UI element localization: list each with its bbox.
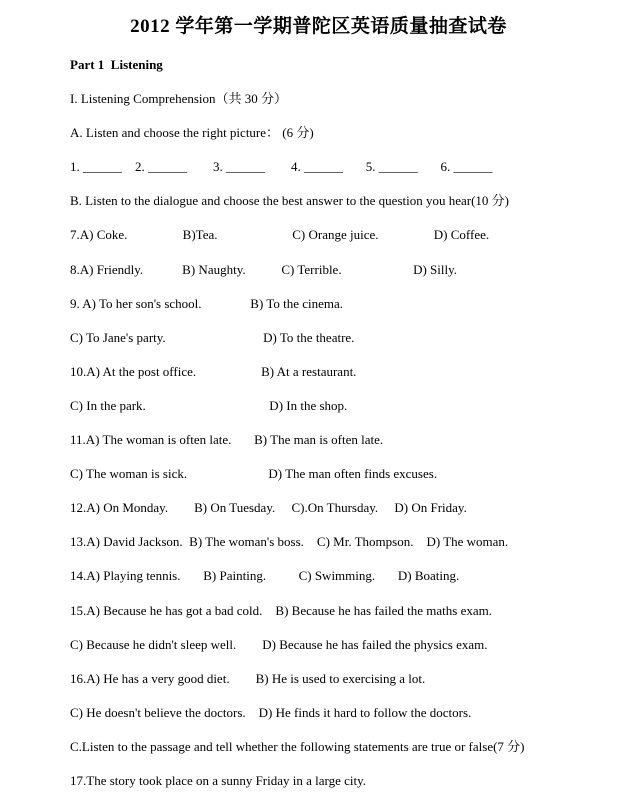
question-7: 7.A) Coke. B)Tea. C) Orange juice. D) Coffee. — [70, 227, 490, 243]
section-c-instruction: C.Listen to the passage and tell whether the following statements are true or false(7 分) — [70, 738, 525, 754]
section-a-instruction: A. Listen and choose the right picture： (6 分) — [70, 125, 314, 141]
question-10-options-ab: 10.A) At the post office. B) At a restaurant. — [70, 363, 357, 379]
part1-heading: Part 1 Listening — [70, 57, 163, 72]
question-16-options-cd: C) He doesn't believe the doctors. D) He finds it hard to follow the doctors. — [70, 704, 472, 720]
question-8: 8.A) Friendly. B) Naughty. C) Terrible. D) Silly. — [70, 261, 458, 277]
question-9-options-cd: C) To Jane's party. D) To the theatre. — [70, 329, 355, 345]
question-12: 12.A) On Monday. B) On Tuesday. C).On Thursday. D) On Friday. — [70, 500, 467, 516]
question-15-options-ab: 15.A) Because he has got a bad cold. B) Because he has failed the maths exam. — [70, 602, 492, 618]
question-15-options-cd: C) Because he didn't sleep well. D) Because he has failed the physics exam. — [70, 636, 488, 652]
picture-answer-blanks: 1. ______ 2. ______ 3. ______ 4. ______ 5. ______ 6. ______ — [70, 159, 493, 175]
question-9-options-ab: 9. A) To her son's school. B) To the cinema. — [70, 295, 344, 311]
question-17: 17.The story took place on a sunny Friday in a large city. — [70, 772, 367, 788]
section-i-heading: I. Listening Comprehension（共 30 分） — [70, 91, 288, 107]
question-16-options-ab: 16.A) He has a very good diet. B) He is used to exercising a lot. — [70, 670, 426, 686]
question-11-options-ab: 11.A) The woman is often late. B) The man is often late. — [70, 432, 384, 448]
question-14: 14.A) Playing tennis. B) Painting. C) Swimming. D) Boating. — [70, 568, 460, 584]
question-10-options-cd: C) In the park. D) In the shop. — [70, 397, 348, 413]
question-11-options-cd: C) The woman is sick. D) The man often finds excuses. — [70, 466, 438, 482]
document-title: 2012 学年第一学期普陀区英语质量抽查试卷 — [130, 16, 507, 37]
section-b-instruction: B. Listen to the dialogue and choose the best answer to the question you hear(10 分) — [70, 193, 510, 209]
question-13: 13.A) David Jackson. B) The woman's boss. C) Mr. Thompson. D) The woman. — [70, 534, 509, 550]
document-body — [0, 48, 637, 798]
